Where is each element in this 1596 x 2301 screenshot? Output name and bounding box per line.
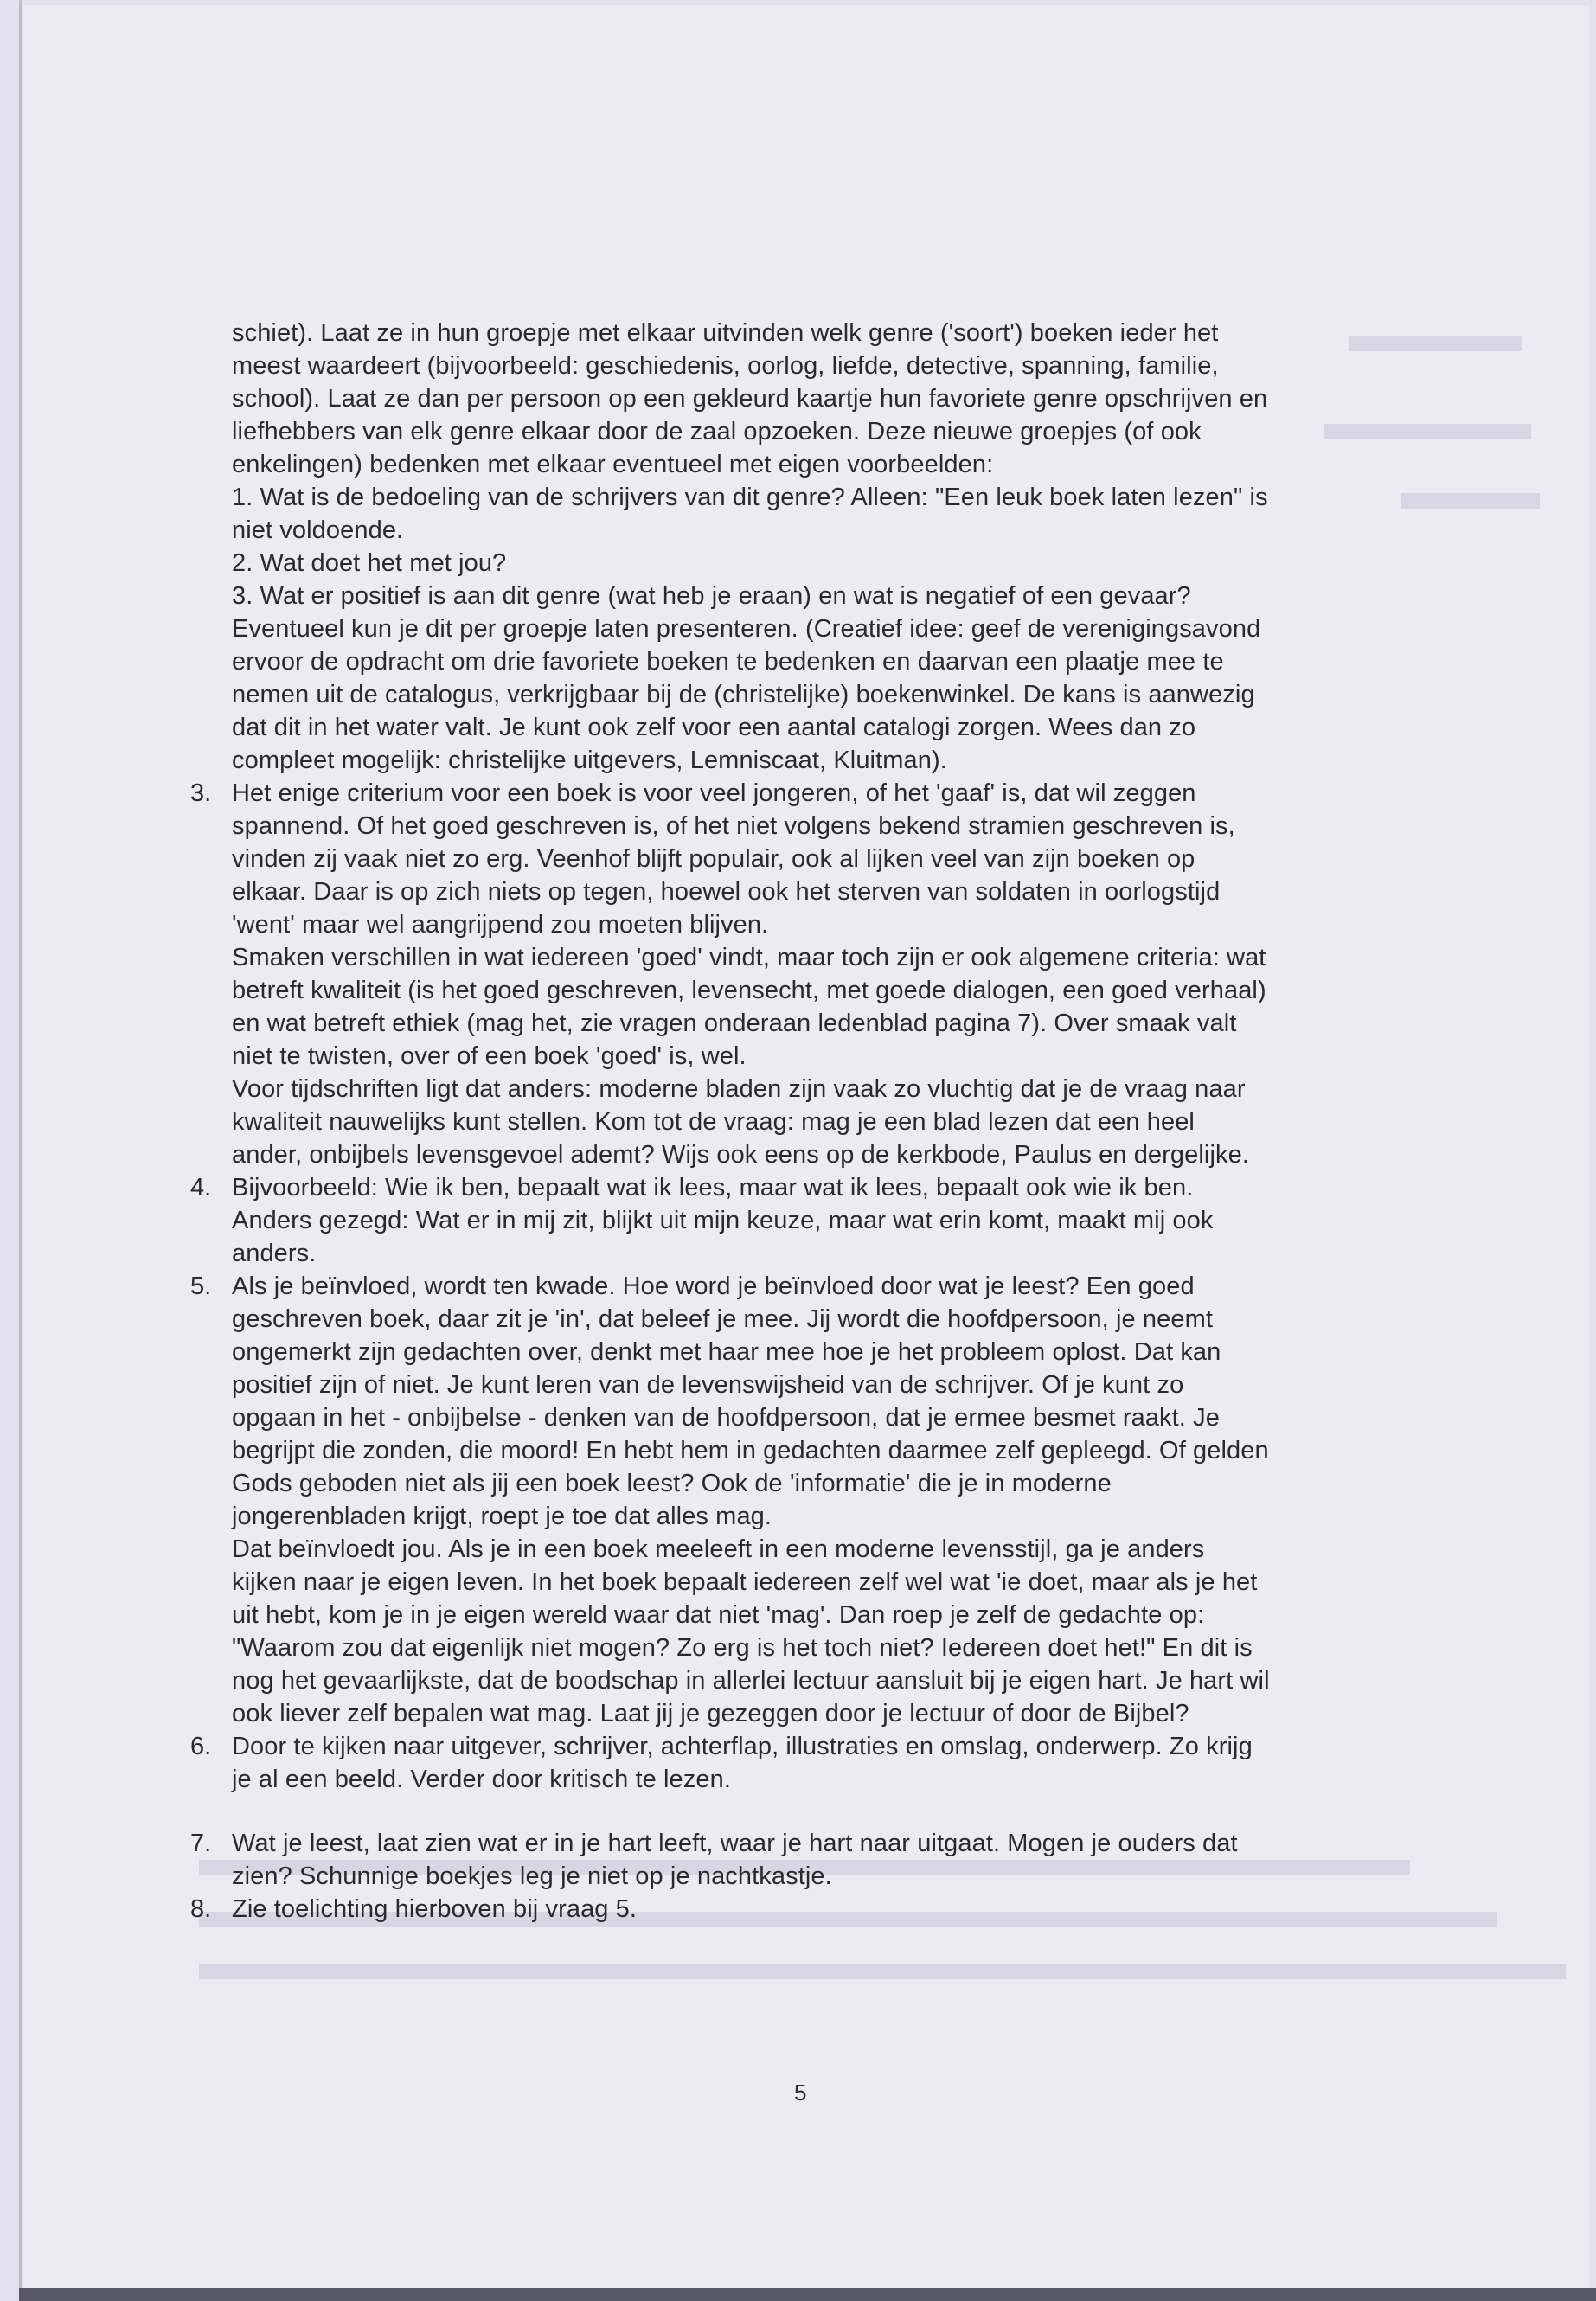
text-line: kwaliteit nauwelijks kunt stellen. Kom tot de vraag: mag je een blad lezen dat een heel — [232, 1108, 1195, 1136]
text-line: Bijvoorbeeld: Wie ik ben, bepaalt wat ik lees, maar wat ik lees, bepaalt ook wie ik ben. — [232, 1174, 1194, 1202]
text-line: anders. — [232, 1240, 317, 1267]
text-line: ook liever zelf bepalen wat mag. Laat jij je gezeggen door je lectuur of door de Bijbel? — [232, 1700, 1189, 1727]
text-line: Wat je leest, laat zien wat er in je hart leeft, waar je hart naar uitgaat. Mogen je ouders dat — [232, 1830, 1238, 1857]
scan-edge — [19, 2288, 1596, 2301]
text-line: niet voldoende. — [232, 516, 404, 544]
text-line: Als je beïnvloed, wordt ten kwade. Hoe word je beïnvloed door wat je leest? Een goed — [232, 1272, 1195, 1300]
text-line: begrijpt die zonden, die moord! En hebt hem in gedachten daarmee zelf gepleegd. Of gelden — [232, 1437, 1269, 1465]
text-line: opgaan in het - onbijbelse - denken van de hoofdpersoon, dat je ermee besmet raakt. Je — [232, 1404, 1220, 1432]
item-number: 6. — [190, 1733, 212, 1760]
text-line: uit hebt, kom je in je eigen wereld waar dat niet 'mag'. Dan roep je zelf de gedachte op: — [232, 1601, 1205, 1629]
text-line: je al een beeld. Verder door kritisch te lezen. — [232, 1766, 731, 1793]
item-number: 7. — [190, 1830, 212, 1857]
item-number: 5. — [190, 1272, 212, 1300]
text-line: Het enige criterium voor een boek is voor veel jongeren, of het 'gaaf' is, dat wil zeggen — [232, 779, 1196, 807]
text-line: Smaken verschillen in wat iedereen 'goed' vindt, maar toch zijn er ook algemene criteria: wat — [232, 944, 1266, 971]
text-line: geschreven boek, daar zit je 'in', dat beleef je mee. Jij wordt die hoofdpersoon, je neemt — [232, 1305, 1214, 1333]
text-line: zien? Schunnige boekjes leg je niet op je nachtkastje. — [232, 1862, 832, 1890]
text-line: Gods geboden niet als jij een boek leest? Ook de 'informatie' die je in moderne — [232, 1470, 1112, 1497]
text-line: enkelingen) bedenken met elkaar eventueel met eigen voorbeelden: — [232, 451, 994, 478]
text-line: "Waarom zou dat eigenlijk niet mogen? Zo erg is het toch niet? Iedereen doet het!" En dit is — [232, 1634, 1253, 1662]
text-line: ongemerkt zijn gedachten over, denkt met haar mee hoe je het probleem oplost. Dat kan — [232, 1338, 1221, 1366]
text-line: Eventueel kun je dit per groepje laten presenteren. (Creatief idee: geef de verenigingsavond — [232, 615, 1261, 643]
text-line: spannend. Of het goed geschreven is, of het niet volgens bekend stramien geschreven is, — [232, 812, 1235, 840]
text-line: ander, onbijbels levensgevoel ademt? Wijs ook eens op de kerkbode, Paulus en dergelijke. — [232, 1141, 1249, 1169]
text-line: schiet). Laat ze in hun groepje met elkaar uitvinden welk genre ('soort') boeken ieder het — [232, 319, 1219, 347]
text-line: Dat beïnvloedt jou. Als je in een boek meeleeft in een moderne levensstijl, ga je anders — [232, 1535, 1205, 1563]
text-line: school). Laat ze dan per persoon op een gekleurd kaartje hun favoriete genre opschrijven en — [232, 385, 1268, 413]
text-line: 'went' maar wel aangrijpend zou moeten blijven. — [232, 911, 769, 939]
text-line: kijken naar je eigen leven. In het boek bepaalt iedereen zelf wel wat 'ie doet, maar als je het — [232, 1568, 1258, 1596]
text-line: elkaar. Daar is op zich niets op tegen, hoewel ook het sterven van soldaten in oorlogstijd — [232, 878, 1221, 906]
text-line: 3. Wat er positief is aan dit genre (wat heb je eraan) en wat is negatief of een gevaar? — [232, 582, 1191, 610]
text-line: nemen uit de catalogus, verkrijgbaar bij de (christelijke) boekenwinkel. De kans is aanwezig — [232, 681, 1255, 708]
text-line: dat dit in het water valt. Je kunt ook zelf voor een aantal catalogi zorgen. Wees dan zo — [232, 714, 1196, 741]
text-line: Voor tijdschriften ligt dat anders: moderne bladen zijn vaak zo vluchtig dat je de vraag naar — [232, 1075, 1246, 1103]
text-line: compleet mogelijk: christelijke uitgevers, Lemniscaat, Kluitman). — [232, 747, 947, 774]
item-number: 8. — [190, 1895, 212, 1923]
text-line: 2. Wat doet het met jou? — [232, 549, 507, 577]
text-line: en wat betreft ethiek (mag het, zie vragen onderaan ledenblad pagina 7). Over smaak valt — [232, 1009, 1237, 1037]
text-line: Zie toelichting hierboven bij vraag 5. — [232, 1895, 638, 1923]
text-line: vinden zij vaak niet zo erg. Veenhof blijft populair, ook al lijken veel van zijn boeken op — [232, 845, 1195, 873]
text-line: niet te twisten, over of een boek 'goed' is, wel. — [232, 1042, 747, 1070]
text-line: meest waardeert (bijvoorbeeld: geschiedenis, oorlog, liefde, detective, spanning, familie, — [232, 352, 1219, 380]
text-line: jongerenbladen krijgt, roept je toe dat alles mag. — [232, 1503, 772, 1530]
text-line: positief zijn of niet. Je kunt leren van de levenswijsheid van de schrijver. Of je kunt zo — [232, 1371, 1184, 1399]
page-number: 5 — [794, 2080, 807, 2106]
text-line: ervoor de opdracht om drie favoriete boeken te bedenken en daarvan een plaatje mee te — [232, 648, 1224, 676]
text-line: Door te kijken naar uitgever, schrijver, achterflap, illustraties en omslag, onderwerp. Zo krijg — [232, 1733, 1253, 1760]
text-line: Anders gezegd: Wat er in mij zit, blijkt uit mijn keuze, maar wat erin komt, maakt mij ook — [232, 1207, 1214, 1234]
item-number: 3. — [190, 779, 212, 807]
text-line: betreft kwaliteit (is het goed geschreven, levensecht, met goede dialogen, een goed verhaal) — [232, 977, 1266, 1004]
text-line: liefhebbers van elk genre elkaar door de zaal opzoeken. Deze nieuwe groepjes (of ook — [232, 418, 1202, 445]
item-number: 4. — [190, 1174, 212, 1202]
text-line: nog het gevaarlijkste, dat de boodschap in allerlei lectuur aansluit bij je eigen hart. Je hart wil — [232, 1667, 1270, 1695]
text-line: 1. Wat is de bedoeling van de schrijvers van dit genre? Alleen: "Een leuk boek laten lezen" is — [232, 484, 1268, 511]
